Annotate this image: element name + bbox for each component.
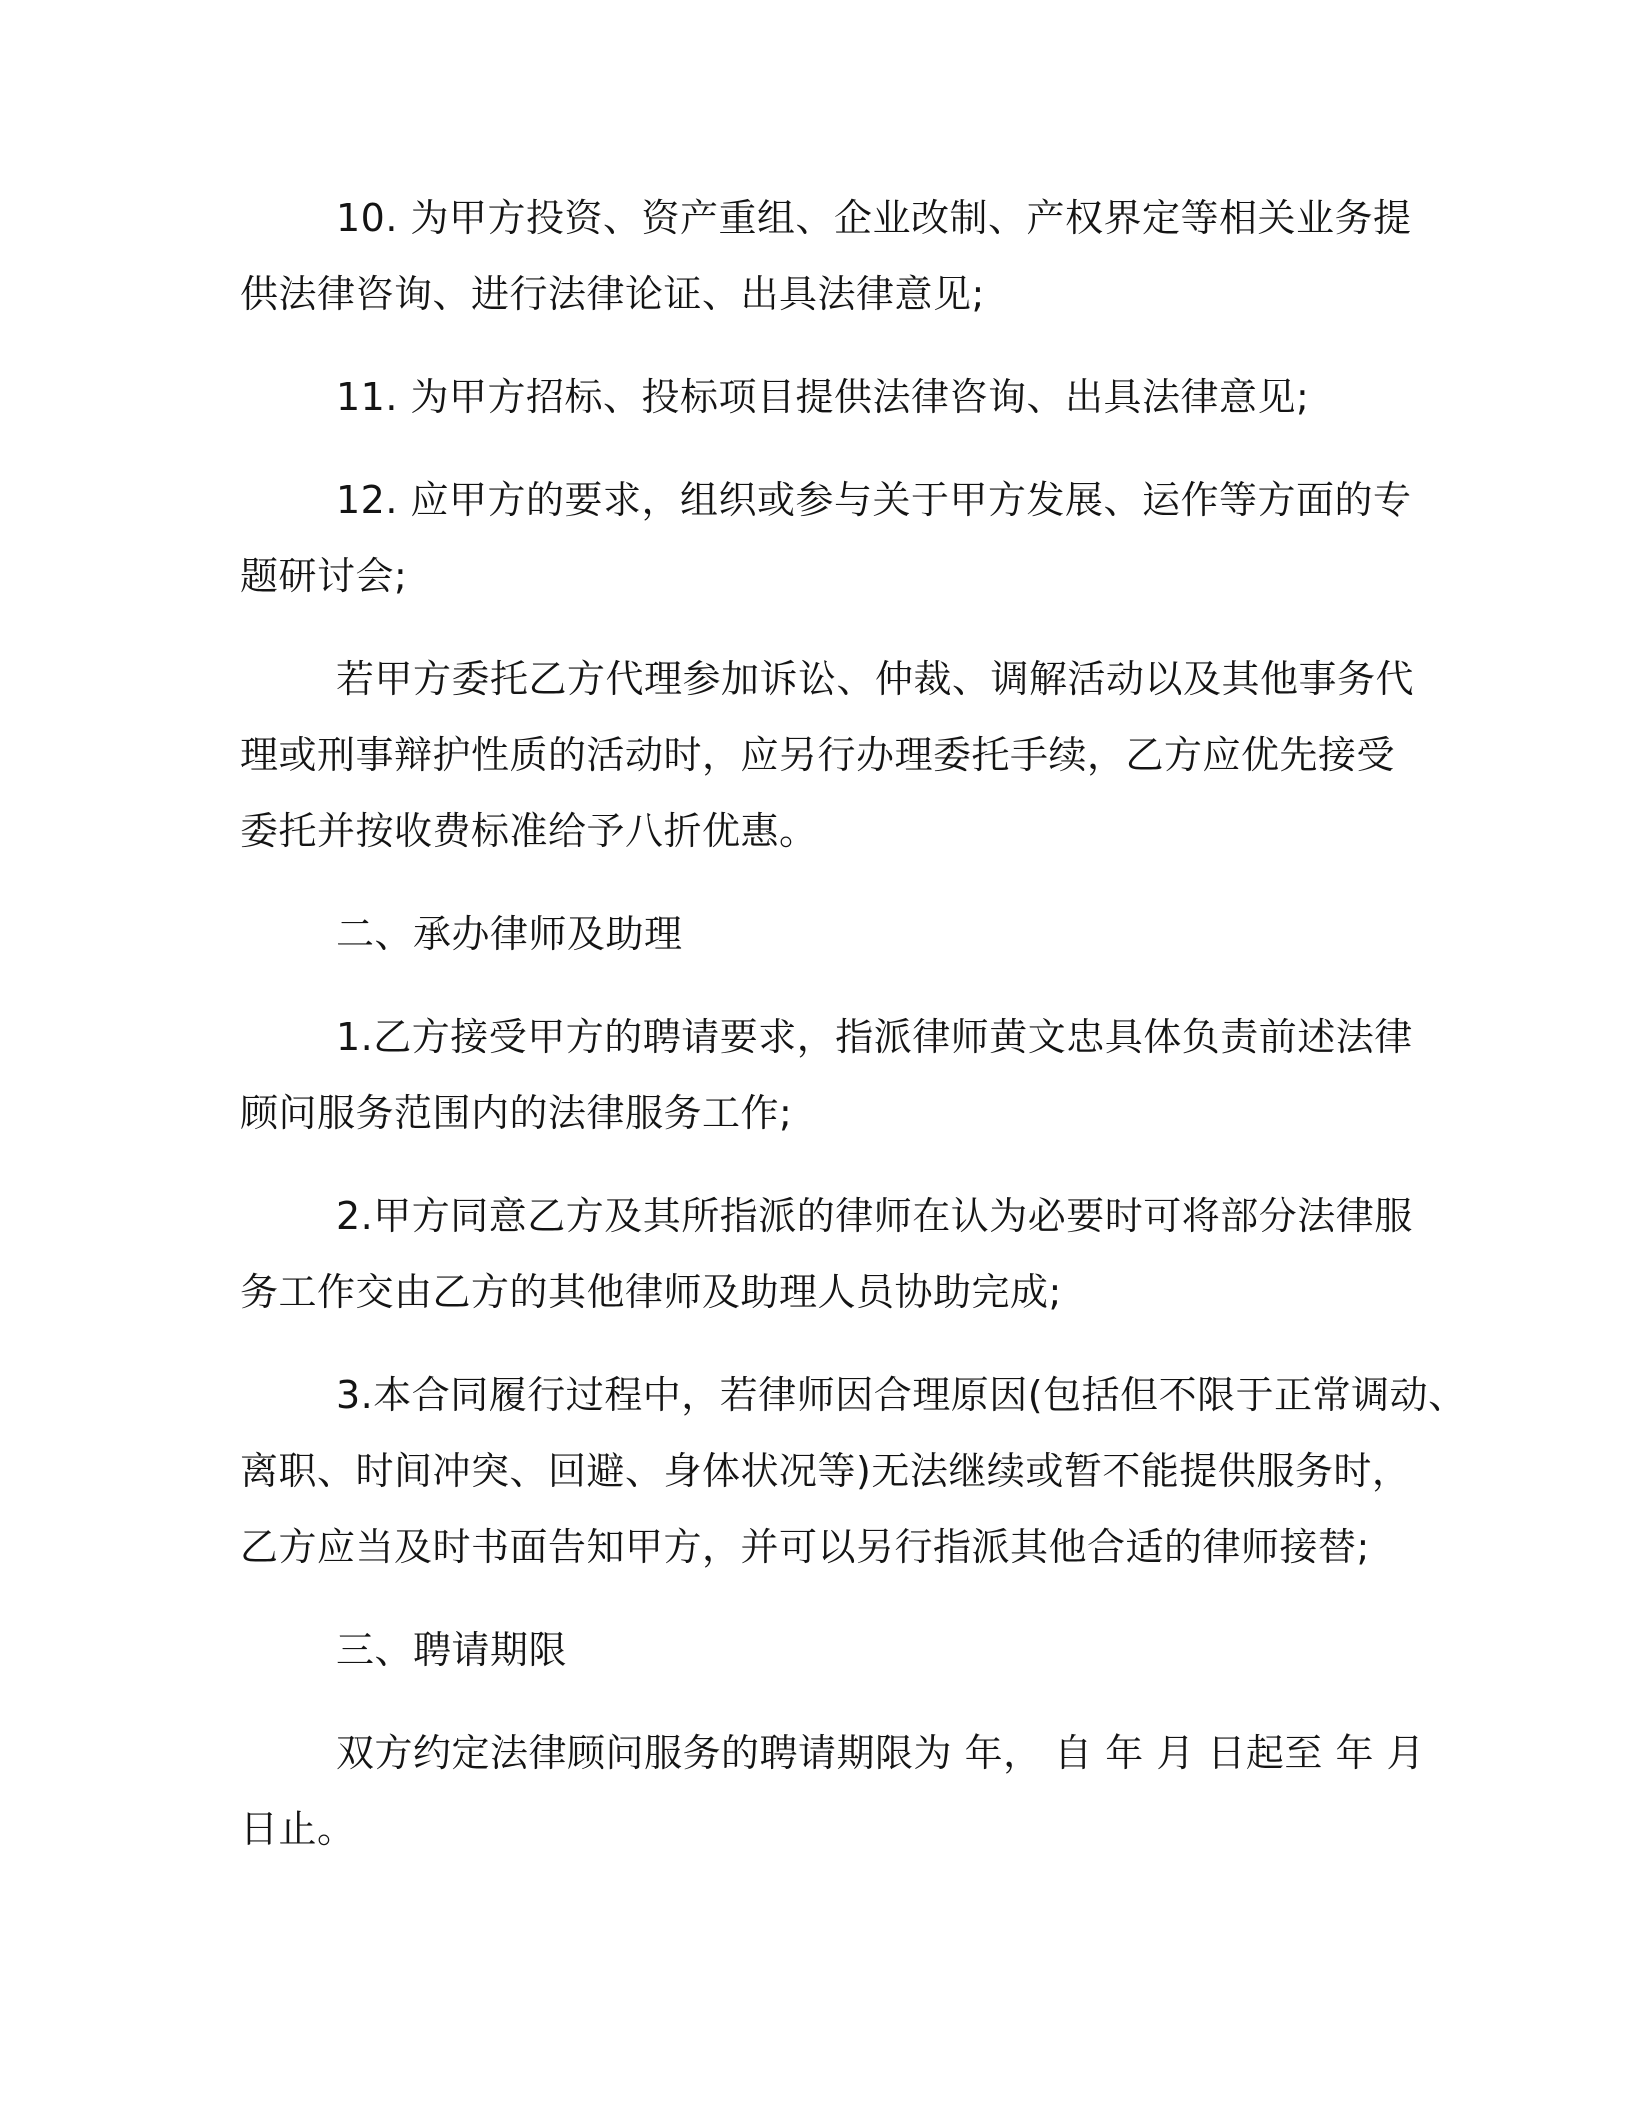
item-12-line-2: 题研讨会; (240, 554, 408, 598)
s2-item-2-line-2: 务工作交由乙方的其他律师及助理人员协助完成; (240, 1270, 1062, 1314)
term-clause-line-1: 双方约定法律顾问服务的聘请期限为 年， 自 年 月 日起至 年 月 (336, 1731, 1426, 1775)
s2-item-1-line-1: 1.乙方接受甲方的聘请要求，指派律师黄文忠具体负责前述法律 (336, 1015, 1413, 1059)
item-10-line-1: 10. 为甲方投资、资产重组、企业改制、产权界定等相关业务提 (336, 196, 1412, 240)
s2-item-3-line-3: 乙方应当及时书面告知甲方，并可以另行指派其他合适的律师接替; (240, 1525, 1370, 1569)
s2-item-3-line-2: 离职、时间冲突、回避、身体状况等)无法继续或暂不能提供服务时， (240, 1449, 1411, 1493)
term-clause-line-2: 日止。 (240, 1807, 356, 1851)
s2-item-1-line-2: 顾问服务范围内的法律服务工作; (240, 1091, 793, 1135)
s2-item-3-line-1: 3.本合同履行过程中，若律师因合理原因(包括但不限于正常调动、 (336, 1373, 1467, 1417)
section-3-heading: 三、聘请期限 (336, 1628, 568, 1672)
entrust-note-line-2: 理或刑事辩护性质的活动时，应另行办理委托手续，乙方应优先接受 (240, 733, 1396, 777)
item-11-line-1: 11. 为甲方招标、投标项目提供法律咨询、出具法律意见; (336, 375, 1310, 419)
s2-item-2-line-1: 2.甲方同意乙方及其所指派的律师在认为必要时可将部分法律服 (336, 1194, 1413, 1238)
entrust-note-line-1: 若甲方委托乙方代理参加诉讼、仲裁、调解活动以及其他事务代 (336, 657, 1415, 701)
item-12-line-1: 12. 应甲方的要求，组织或参与关于甲方发展、运作等方面的专 (336, 478, 1412, 522)
entrust-note-line-3: 委托并按收费标准给予八折优惠。 (240, 809, 818, 853)
item-10-line-2: 供法律咨询、进行法律论证、出具法律意见; (240, 272, 985, 316)
section-2-heading: 二、承办律师及助理 (336, 912, 683, 956)
